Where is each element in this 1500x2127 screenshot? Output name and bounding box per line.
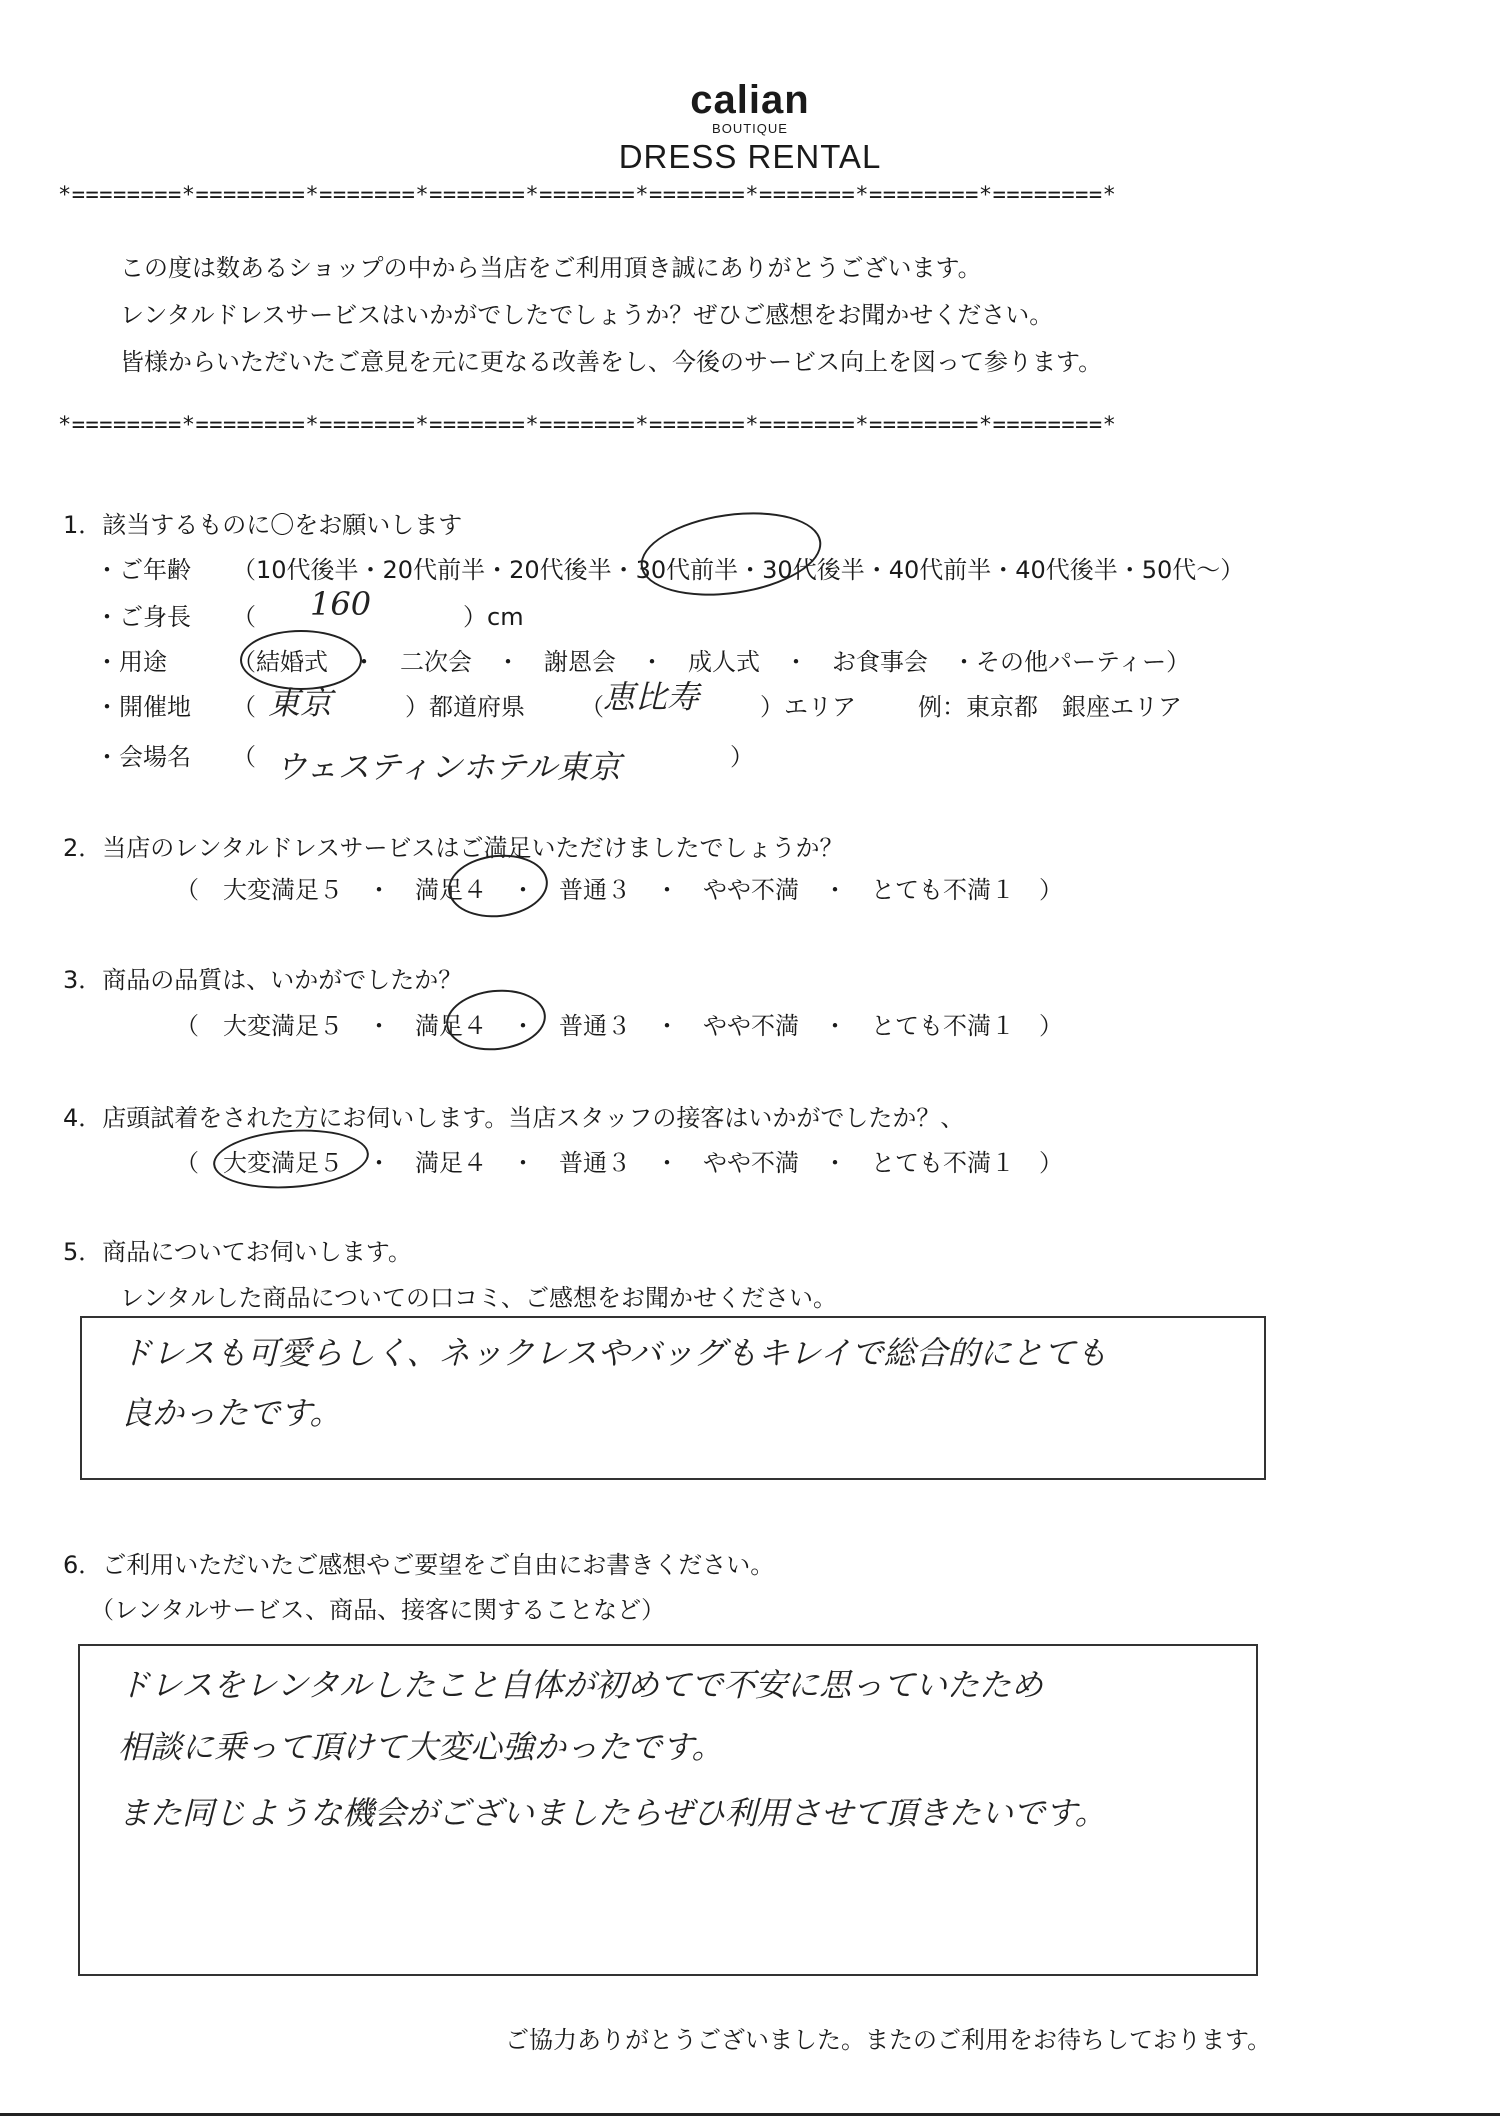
brand-subtitle: BOUTIQUE	[712, 121, 788, 136]
q5-answer-line-2: 良かったです。	[120, 1394, 342, 1432]
q1-purpose-options: （結婚式 ・ 二次会 ・ 謝恩会 ・ 成人式 ・ お食事会 ・その他パーティー）	[232, 648, 1191, 676]
q5-title: 5．商品についてお伺いします。	[63, 1238, 412, 1266]
divider-top: *========*========*=======*=======*=======*=======*=======*========*========*	[58, 183, 1117, 208]
q1-height-value: 160	[310, 585, 372, 623]
q1-prefecture-suffix: ）都道府県	[405, 693, 525, 721]
q4-title: 4．店頭試着をされた方にお伺いします。当店スタッフの接客はいかがでしたか？、	[63, 1104, 965, 1132]
q1-venue-close: ）	[730, 743, 754, 771]
q1-area-suffix: ）エリア	[760, 693, 856, 721]
q1-area-open: （	[580, 693, 604, 721]
q1-age-label: ・ご年齢	[95, 556, 191, 584]
intro-line-1: この度は数あるショップの中から当店をご利用頂き誠にありがとうございます。	[120, 254, 982, 282]
intro-line-2: レンタルドレスサービスはいかがでしたでしょうか？ぜひご感想をお聞かせください。	[120, 301, 1054, 329]
q2-options: （ 大変満足５ ・ 満足４ ・ 普通３ ・ やや不満 ・ とても不満１ ）	[175, 876, 1063, 904]
q2-title: 2．当店のレンタルドレスサービスはご満足いただけましたでしょうか？	[63, 834, 844, 862]
divider-bottom: *========*========*=======*=======*=======*=======*=======*========*========*	[58, 413, 1117, 438]
brand-logo: calian	[690, 78, 810, 122]
q6-answer-line-3: また同じような機会がございましたらぜひ利用させて頂きたいです。	[118, 1794, 1107, 1832]
q1-venue-open: （	[232, 743, 256, 771]
q1-location-open: （	[232, 693, 256, 721]
q1-height-unit: ）cm	[463, 603, 524, 631]
q3-title: 3．商品の品質は、いかがでしたか？	[63, 966, 463, 994]
q4-options: （ 大変満足５ ・ 満足４ ・ 普通３ ・ やや不満 ・ とても不満１ ）	[175, 1149, 1063, 1177]
q6-subtitle: （レンタルサービス、商品、接客に関することなど）	[90, 1596, 666, 1624]
intro-line-3: 皆様からいただいたご意見を元に更なる改善をし、今後のサービス向上を図って参ります。	[120, 348, 1103, 376]
q1-venue-label: ・会場名	[95, 743, 191, 771]
q5-answer-line-1: ドレスも可愛らしく、ネックレスやバッグもキレイで総合的にとても	[120, 1334, 1108, 1372]
q3-selection-circle	[443, 985, 549, 1055]
closing-message: ご協力ありがとうございました。またのご利用をお待ちしております。	[505, 2026, 1272, 2054]
q6-title: 6．ご利用いただいたご感想やご要望をご自由にお書きください。	[63, 1551, 775, 1579]
q1-height-open: （	[232, 603, 256, 631]
q1-area-value: 恵比寿	[603, 678, 700, 716]
page-title: DRESS RENTAL	[618, 138, 882, 175]
q1-prefecture-value: 東京	[268, 684, 333, 722]
age-selection-circle	[635, 502, 826, 607]
q4-selection-circle	[211, 1125, 371, 1194]
q1-location-example: 例：東京都 銀座エリア	[918, 693, 1182, 721]
q1-location-label: ・開催地	[95, 693, 191, 721]
q1-age-options: （10代後半・20代前半・20代後半・30代前半・30代後半・40代前半・40代後半・50代～）	[232, 556, 1245, 584]
q5-subtitle: レンタルした商品についての口コミ、ご感想をお聞かせください。	[120, 1284, 837, 1312]
q1-purpose-label: ・用途	[95, 648, 167, 676]
q1-venue-value: ウェスティンホテル東京	[275, 748, 621, 786]
q1-title: 1．該当するものに〇をお願いします	[63, 511, 463, 539]
q6-answer-line-2: 相談に乗って頂けて大変心強かったです。	[118, 1728, 724, 1766]
bottom-rule	[0, 2113, 1500, 2116]
q3-options: （ 大変満足５ ・ 満足４ ・ 普通３ ・ やや不満 ・ とても不満１ ）	[175, 1012, 1063, 1040]
q1-height-label: ・ご身長	[95, 603, 191, 631]
q6-answer-line-1: ドレスをレンタルしたこと自体が初めてで不安に思っていたため	[118, 1666, 1043, 1704]
